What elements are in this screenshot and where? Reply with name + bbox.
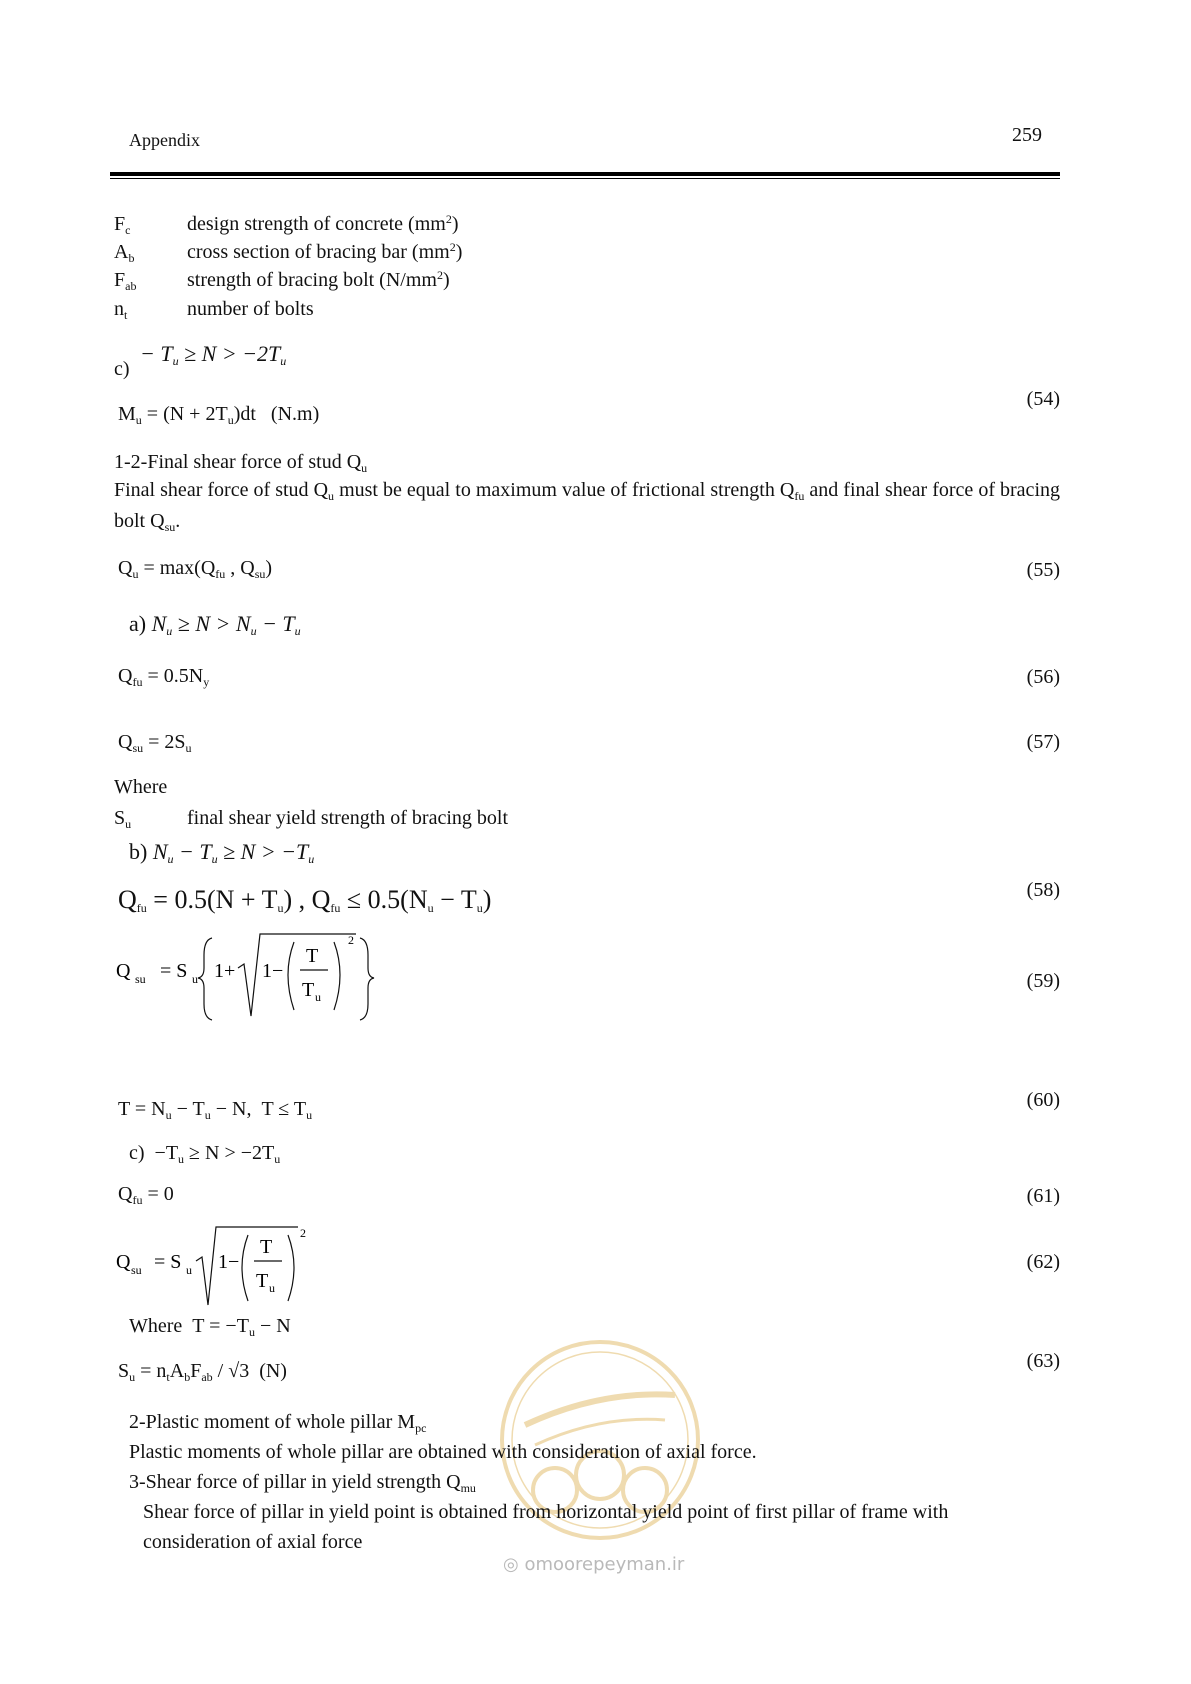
header-rule-thin — [110, 178, 1060, 179]
equation-56-number: (56) — [1026, 666, 1060, 688]
equation-63-number: (63) — [1026, 1350, 1060, 1372]
equation-61-number: (61) — [1026, 1185, 1060, 1207]
page-number: 259 — [1012, 124, 1042, 146]
equation-58: $Q_{fu} = 0.5(N + T_u)$ , $Q_{fu} \le 0.5(N_u - T_u)$ — [118, 885, 492, 915]
svg-text:T: T — [256, 1270, 269, 1292]
where-label: Where — [114, 776, 168, 798]
svg-text:2: 2 — [300, 1226, 306, 1240]
section-1-2-paragraph: Final shear force of stud $Q_u$ must be equal to maximum value of frictional strength $Q_{fu}$ and final shear force of bracing bolt $Q_{su}$. — [114, 479, 1060, 534]
equation-62-number: (62) — [1026, 1251, 1060, 1273]
equation-61: $Q_{fu} = 0$ — [118, 1183, 174, 1207]
equation-54-number: (54) — [1026, 388, 1060, 410]
equation-59-number: (59) — [1026, 970, 1060, 992]
section-3-paragraph-line2: consideration of axial force — [143, 1531, 363, 1553]
definition-nt: number of bolts — [187, 298, 314, 320]
symbol-nt: $n_t$ — [114, 298, 128, 322]
svg-text:T: T — [302, 979, 315, 1001]
equation-63: $S_u = n_tA_bF_{ab} / √3$ (N) — [118, 1360, 287, 1384]
svg-text:u: u — [186, 1263, 192, 1277]
definition-fab: strength of bracing bolt $(N/mm^2)$ — [187, 268, 450, 291]
svg-text:Q: Q — [116, 960, 131, 982]
svg-text:= S: = S — [154, 1251, 182, 1273]
watermark-url: ◎ omoorepeyman.ir — [503, 1554, 685, 1575]
section-3-paragraph-line1: Shear force of pillar in yield point is obtained from horizontal yield point of first pillar of frame with — [143, 1501, 949, 1523]
where-T-definition: Where $T = -T_u - N$ — [129, 1315, 291, 1339]
equation-62 — [116, 1223, 316, 1313]
case-a-condition: a) $N_u \ge N > N_u - T_u$ — [129, 611, 301, 638]
symbol-fc: $F_c$ — [114, 213, 131, 237]
symbol-su: $S_u$ — [114, 807, 132, 831]
equation-60-number: (60) — [1026, 1089, 1060, 1111]
equation-58-number: (58) — [1026, 879, 1060, 901]
svg-text:su: su — [135, 972, 146, 986]
svg-text:= S: = S — [160, 960, 188, 982]
case-c-condition: − $T_u \ge N > -2T_u$ — [140, 341, 287, 368]
svg-text:Q: Q — [116, 1251, 131, 1273]
section-3-title: 3-Shear force of pillar in yield strength $Q_{mu}$ — [129, 1471, 476, 1495]
svg-text:su: su — [131, 1263, 142, 1277]
equation-54: $M_u = (N + 2T_u)dt$ (N.m) — [118, 403, 320, 427]
section-2-paragraph: Plastic moments of whole pillar are obtained with consideration of axial force. — [129, 1441, 757, 1463]
equation-55: $Q_u = \max(Q_{fu}$ , $Q_{su}$) — [118, 557, 273, 581]
equation-56: $Q_{fu} = 0.5N_y$ — [118, 665, 210, 689]
equation-57: $Q_{su} = 2S_u$ — [118, 731, 192, 755]
case-c2-condition: $c) -T_u \ge N > -2T_u$ — [129, 1142, 281, 1166]
svg-text:2: 2 — [348, 933, 354, 947]
svg-text:u: u — [315, 990, 321, 1004]
svg-text:1+: 1+ — [214, 960, 236, 982]
equation-59 — [116, 930, 376, 1030]
header-rule-thick — [110, 172, 1060, 176]
case-c-label: c) — [114, 358, 130, 380]
svg-text:1−: 1− — [262, 960, 284, 982]
definition-ab: cross section of bracing bar $(mm^2)$ — [187, 240, 463, 263]
equation-55-number: (55) — [1026, 559, 1060, 581]
svg-text:1−: 1− — [218, 1251, 240, 1273]
definition-fc: design strength of concrete $(mm^2)$ — [187, 212, 459, 235]
section-2-title: 2-Plastic moment of whole pillar $M_{pc}$ — [129, 1411, 427, 1435]
svg-text:u: u — [192, 972, 198, 986]
svg-text:T: T — [260, 1236, 273, 1258]
equation-57-number: (57) — [1026, 731, 1060, 753]
case-b-condition: b) $N_u - T_u \ge N > -T_u$ — [129, 839, 315, 866]
section-1-2-title: 1-2-Final shear force of stud $Q_u$ — [114, 451, 368, 475]
svg-text:u: u — [269, 1281, 275, 1295]
svg-text:T: T — [306, 945, 319, 967]
symbol-fab: $F_{ab}$ — [114, 269, 137, 293]
running-header: Appendix — [129, 130, 200, 150]
equation-60: $T = N_u - T_u - N$, $T \le T_u$ — [118, 1098, 313, 1122]
symbol-ab: $A_b$ — [114, 241, 135, 265]
definition-su: final shear yield strength of bracing bolt — [187, 807, 509, 829]
